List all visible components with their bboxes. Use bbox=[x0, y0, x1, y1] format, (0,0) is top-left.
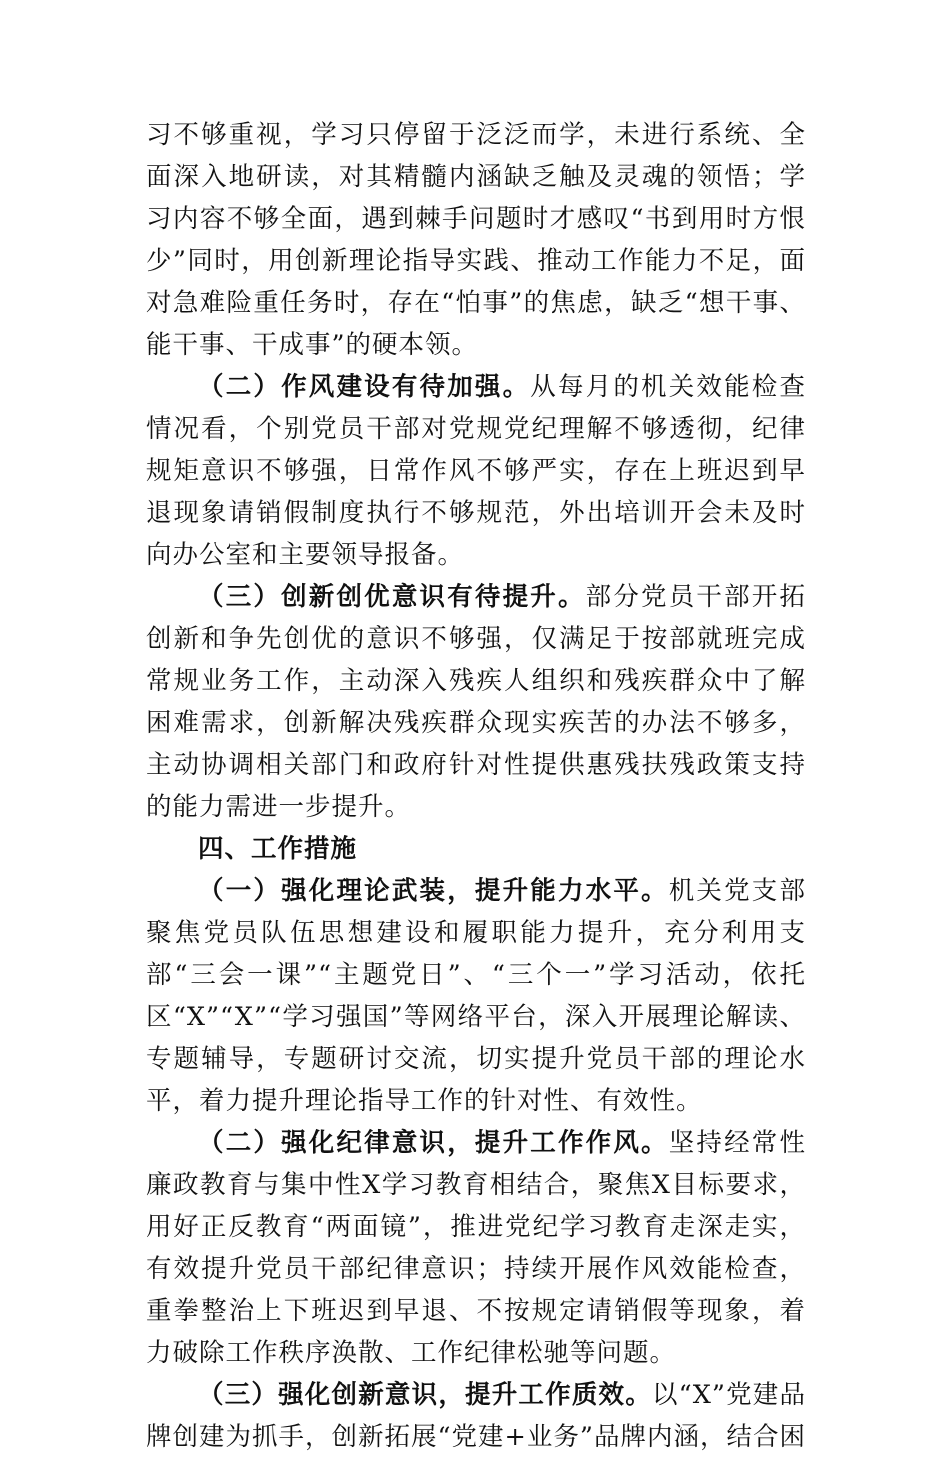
paragraph-text: 习不够重视，学习只停留于泛泛而学，未进行系统、全面深入地研读，对其精髓内涵缺乏触及灵魂的领悟；学习内容不够全面，遇到棘手问题时才感叹“书到用时方恨少”同时，用创新理论指导实践、推动工作能力不足，面对急难险重任务时，存在“怕事”的焦虑，缺乏“想干事、能干事、干成事”的硬本领。 bbox=[146, 120, 806, 360]
paragraph-continued bbox=[146, 114, 806, 366]
document-body bbox=[146, 114, 806, 1458]
paragraph-text: 部分党员干部开拓创新和争先创优的意识不够强，仅满足于按部就班完成常规业务工作，主动深入残疾人组织和残疾群众中了解困难需求，创新解决残疾群众现实疾苦的办法不够多，主动协调相关部门和政府针对性提供惠残扶残政策支持的能力需进一步提升。 bbox=[146, 582, 806, 822]
paragraph-style-issue bbox=[146, 366, 806, 576]
measure-lead: （三）强化创新意识，提升工作质效。 bbox=[198, 1380, 652, 1410]
measure-lead: （一）强化理论武装，提升能力水平。 bbox=[198, 876, 669, 906]
section-heading: 四、工作措施 bbox=[198, 834, 358, 864]
paragraph-lead: （三）创新创优意识有待提升。 bbox=[198, 582, 586, 612]
measure-discipline bbox=[146, 1122, 806, 1374]
paragraph-innovation-issue bbox=[146, 576, 806, 828]
measure-text: 以“X”党建品牌创建为抓手，创新拓展“党建+业务”品牌内涵，结合困 bbox=[146, 1380, 806, 1452]
measure-innovation bbox=[146, 1374, 806, 1458]
paragraph-lead: （二）作风建设有待加强。 bbox=[198, 372, 531, 402]
measure-text: 机关党支部聚焦党员队伍思想建设和履职能力提升，充分利用支部“三会一课”“主题党日”、“三个一”学习活动，依托区“X”“X”“学习强国”等网络平台，深入开展理论解读、专题辅导，专题研讨交流，切实提升党员干部的理论水平，着力提升理论指导工作的针对性、有效性。 bbox=[146, 876, 806, 1116]
measure-lead: （二）强化纪律意识，提升工作作风。 bbox=[198, 1128, 669, 1158]
paragraph-text: 从每月的机关效能检查情况看，个别党员干部对党规党纪理解不够透彻，纪律规矩意识不够强，日常作风不够严实，存在上班迟到早退现象请销假制度执行不够规范，外出培训开会未及时向办公室和主要领导报备。 bbox=[146, 372, 806, 570]
measure-text: 坚持经常性廉政教育与集中性X学习教育相结合，聚焦X目标要求，用好正反教育“两面镜”，推进党纪学习教育走深走实，有效提升党员干部纪律意识；持续开展作风效能检查，重拳整治上下班迟到早退、不按规定请销假等现象，着力破除工作秩序涣散、工作纪律松驰等问题。 bbox=[146, 1128, 806, 1368]
measure-theory bbox=[146, 870, 806, 1122]
